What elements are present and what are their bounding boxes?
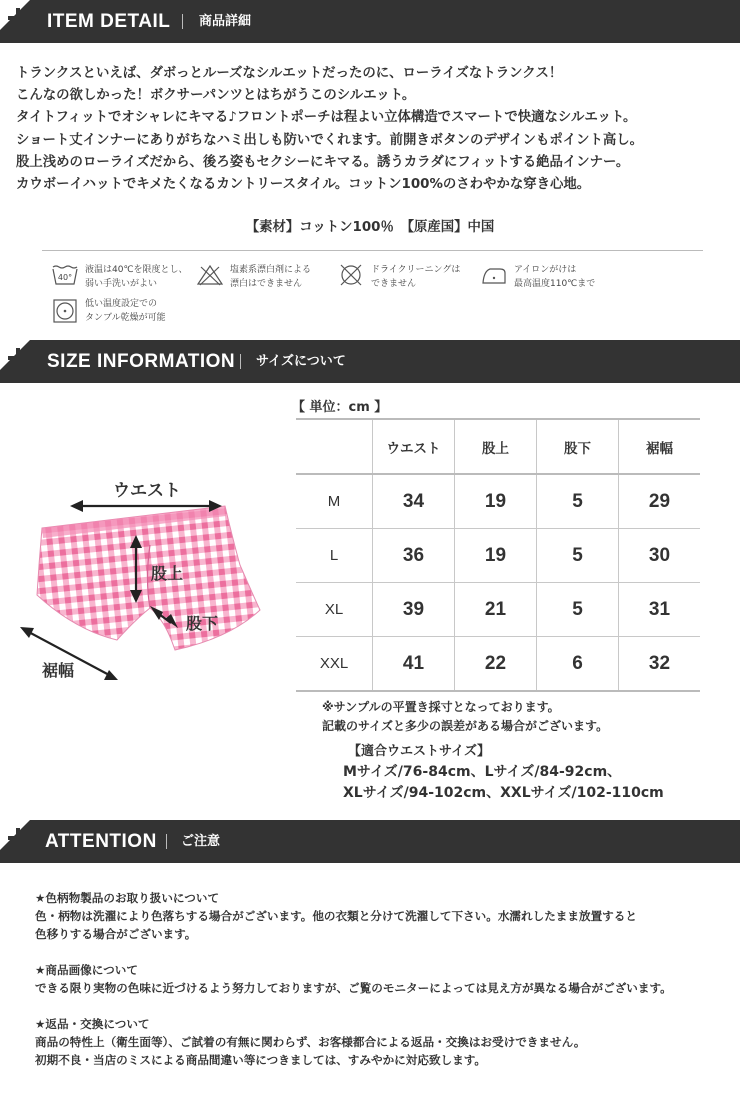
description bbox=[16, 63, 736, 196]
table-cell: 5 bbox=[537, 474, 619, 529]
table-corner bbox=[296, 419, 373, 474]
table-row bbox=[296, 583, 700, 637]
fit-waist-title: 【適合ウエストサイズ】 bbox=[348, 744, 490, 759]
section-title: ATTENTION bbox=[45, 831, 157, 852]
table-cell: 5 bbox=[537, 529, 619, 583]
divider bbox=[182, 14, 183, 29]
unit-label: 【 単位：cm 】 bbox=[292, 400, 388, 415]
size-information-header bbox=[0, 340, 740, 383]
attention-heading: ★商品画像について bbox=[35, 963, 138, 977]
size-label: XL bbox=[296, 583, 373, 637]
care-text: アイロンがけは bbox=[514, 265, 577, 275]
section-subtitle: ご注意 bbox=[181, 834, 221, 849]
table-row bbox=[296, 529, 700, 583]
material-origin: 【素材】コットン100％ 【原産国】中国 bbox=[245, 220, 495, 235]
care-text: 塩素系漂白剤による bbox=[230, 265, 312, 275]
attention-line: 色移りする場合がございます。 bbox=[35, 927, 197, 941]
table-cell: 21 bbox=[455, 583, 537, 637]
size-label: L bbox=[296, 529, 373, 583]
corner-arrow-icon bbox=[0, 0, 30, 30]
hem-label: 裾幅 bbox=[42, 661, 75, 680]
corner-arrow-icon bbox=[0, 340, 30, 370]
corner-arrow-icon bbox=[0, 820, 30, 850]
description-line: 股上浅めのローライズだから、後ろ姿もセクシーにキマる。誘うカラダにフィットする絶品インナー。 bbox=[16, 154, 630, 170]
care-text: タンブル乾燥が可能 bbox=[85, 313, 166, 323]
attention-block-image bbox=[35, 961, 672, 997]
care-text: ドライクリーニングは bbox=[371, 265, 461, 275]
attention-line: 色・柄物は洗濯により色落ちする場合がございます。他の衣類と分けて洗濯して下さい。水濡れしたまま放置すると bbox=[35, 909, 637, 923]
fit-waist-line: XLサイズ/94-102cm、XXLサイズ/102-110cm bbox=[343, 785, 664, 801]
attention-header bbox=[0, 820, 740, 863]
attention-heading: ★返品・交換について bbox=[35, 1017, 150, 1031]
iron-icon bbox=[480, 263, 508, 287]
care-text: 液温は40℃を限度とし、 bbox=[85, 265, 188, 275]
description-line: ショート丈インナーにありがちなハミ出しも防いでくれます。前開きボタンのデザインもポイント高し。 bbox=[16, 132, 644, 148]
section-subtitle: 商品詳細 bbox=[199, 14, 252, 29]
tumble-dry-icon bbox=[51, 297, 79, 325]
description-line: こんなの欲しかった！ボクサーパンツとはちがうこのシルエット。 bbox=[16, 88, 416, 104]
column-header: 裾幅 bbox=[619, 419, 701, 474]
table-cell: 5 bbox=[537, 583, 619, 637]
attention-block-color bbox=[35, 889, 637, 943]
table-cell: 39 bbox=[373, 583, 455, 637]
attention-line: 初期不良・当店のミスによる商品間違い等につきましては、すみやかに対応致します。 bbox=[35, 1053, 486, 1067]
description-line: タイトフィットでオシャレにキマる♪フロントポーチは程よい立体構造でスマートで快適なシルエット。 bbox=[16, 110, 637, 126]
table-cell: 19 bbox=[455, 474, 537, 529]
table-cell: 22 bbox=[455, 637, 537, 692]
note-line: 記載のサイズと多少の誤差がある場合がございます。 bbox=[322, 719, 609, 733]
table-cell: 41 bbox=[373, 637, 455, 692]
table-cell: 36 bbox=[373, 529, 455, 583]
attention-line: できる限り実物の色味に近づけるよう努力しておりますが、ご覧のモニターによっては見え方が異なる場合がございます。 bbox=[35, 981, 672, 995]
divider bbox=[166, 834, 167, 849]
section-title: SIZE INFORMATION bbox=[47, 351, 236, 372]
table-cell: 32 bbox=[619, 637, 701, 692]
table-cell: 29 bbox=[619, 474, 701, 529]
care-text: 低い温度設定での bbox=[85, 299, 158, 309]
divider bbox=[240, 354, 241, 369]
attention-line: 商品の特性上（衛生面等）、ご試着の有無に関わらず、お客様都合による返品・交換はお受けできません。 bbox=[35, 1035, 586, 1049]
column-header: 股上 bbox=[455, 419, 537, 474]
table-cell: 6 bbox=[537, 637, 619, 692]
divider-line bbox=[42, 250, 703, 251]
table-row bbox=[296, 637, 700, 692]
care-text: 弱い手洗いがよい bbox=[85, 279, 158, 289]
section-title: ITEM DETAIL bbox=[47, 11, 171, 32]
no-dry-clean-icon bbox=[337, 263, 365, 287]
table-header-row bbox=[296, 419, 700, 474]
section-subtitle: サイズについて bbox=[256, 354, 346, 369]
size-label: M bbox=[296, 474, 373, 529]
size-label: XXL bbox=[296, 637, 373, 692]
note-line: ※サンプルの平置き採寸となっております。 bbox=[322, 700, 560, 714]
item-detail-header bbox=[0, 0, 740, 43]
table-cell: 31 bbox=[619, 583, 701, 637]
description-line: カウボーイハットでキメたくなるカントリースタイル。コットン100%のさわやかな穿き心地。 bbox=[16, 177, 591, 193]
waist-label: ウエスト bbox=[113, 481, 181, 501]
attention-block-returns bbox=[35, 1015, 585, 1069]
rise-label: 股上 bbox=[151, 564, 184, 583]
description-line: トランクスといえば、ダボっとルーズなシルエットだったのに、ローライズなトランクス！ bbox=[16, 66, 563, 81]
table-row bbox=[296, 474, 700, 529]
care-text: できません bbox=[371, 279, 417, 289]
attention-heading: ★色柄物製品のお取り扱いについて bbox=[35, 891, 220, 905]
inseam-label: 股下 bbox=[186, 614, 219, 633]
column-header: ウエスト bbox=[373, 419, 455, 474]
wash-40-icon bbox=[51, 263, 79, 287]
table-cell: 30 bbox=[619, 529, 701, 583]
care-text: 最高温度110℃まで bbox=[514, 279, 596, 289]
no-bleach-icon bbox=[196, 263, 224, 287]
table-cell: 19 bbox=[455, 529, 537, 583]
care-text: 漂白はできません bbox=[230, 279, 303, 289]
fit-waist bbox=[343, 741, 664, 804]
wash-temp-label: 40° bbox=[57, 273, 73, 282]
measurement-note bbox=[322, 698, 608, 736]
fit-waist-line: Mサイズ/76-84cm、Lサイズ/84-92cm、 bbox=[343, 764, 622, 780]
size-table bbox=[296, 418, 700, 692]
column-header: 股下 bbox=[537, 419, 619, 474]
table-cell: 34 bbox=[373, 474, 455, 529]
